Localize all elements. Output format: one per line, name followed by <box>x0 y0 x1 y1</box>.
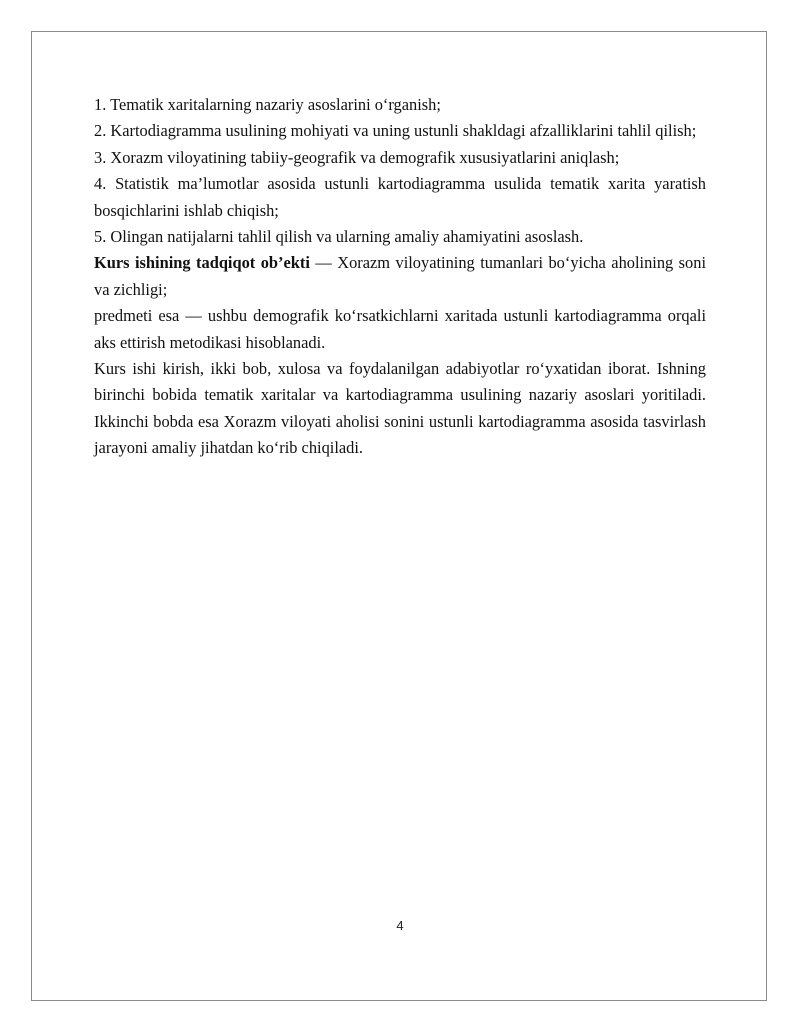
research-subject-paragraph: predmeti esa — ushbu demografik ko‘rsatkichlarni xaritada ustunli kartodiagramma orqali aks ettirish metodikasi hisoblanadi. <box>94 306 706 352</box>
list-item-1: 1. Tematik xaritalarning nazariy asoslarini o‘rganish; <box>94 95 441 114</box>
list-item-2: 2. Kartodiagramma usulining mohiyati va uning ustunli shakldagi afzalliklarini tahlil qilish; <box>94 121 697 141</box>
list-item-4: 4. Statistik ma’lumotlar asosida ustunli kartodiagramma usulida tematik xarita yaratish bosqichlarini ishlab chiqish; <box>94 174 706 220</box>
research-object-label: Kurs ishining tadqiqot ob’ekti <box>94 253 310 273</box>
list-item-5: 5. Olingan natijalarni tahlil qilish va ularning amaliy ahamiyatini asoslash. <box>94 227 584 247</box>
list-item-3: 3. Xorazm viloyatining tabiiy-geografik va demografik xususiyatlarini aniqlash; <box>94 147 620 167</box>
document-body <box>94 92 706 462</box>
research-object-paragraph <box>94 250 706 303</box>
structure-paragraph: Kurs ishi kirish, ikki bob, xulosa va foydalanilgan adabiyotlar ro‘yxatidan iborat. Ishning birinchi bobida tematik xaritalar va kartodiagramma usulining nazariy asoslari yoritiladi. Ikkinchi bobda esa Xorazm viloyati aholisi sonini ustunli kartodiagramma asosida tasvirlash jarayoni amaliy jihatdan ko‘rib chiqiladi. <box>94 359 706 458</box>
research-object-text: — Xorazm viloyatining tumanlari bo‘yicha aholining soni va zichligi; <box>94 253 706 299</box>
page-number: 4 <box>396 918 404 933</box>
